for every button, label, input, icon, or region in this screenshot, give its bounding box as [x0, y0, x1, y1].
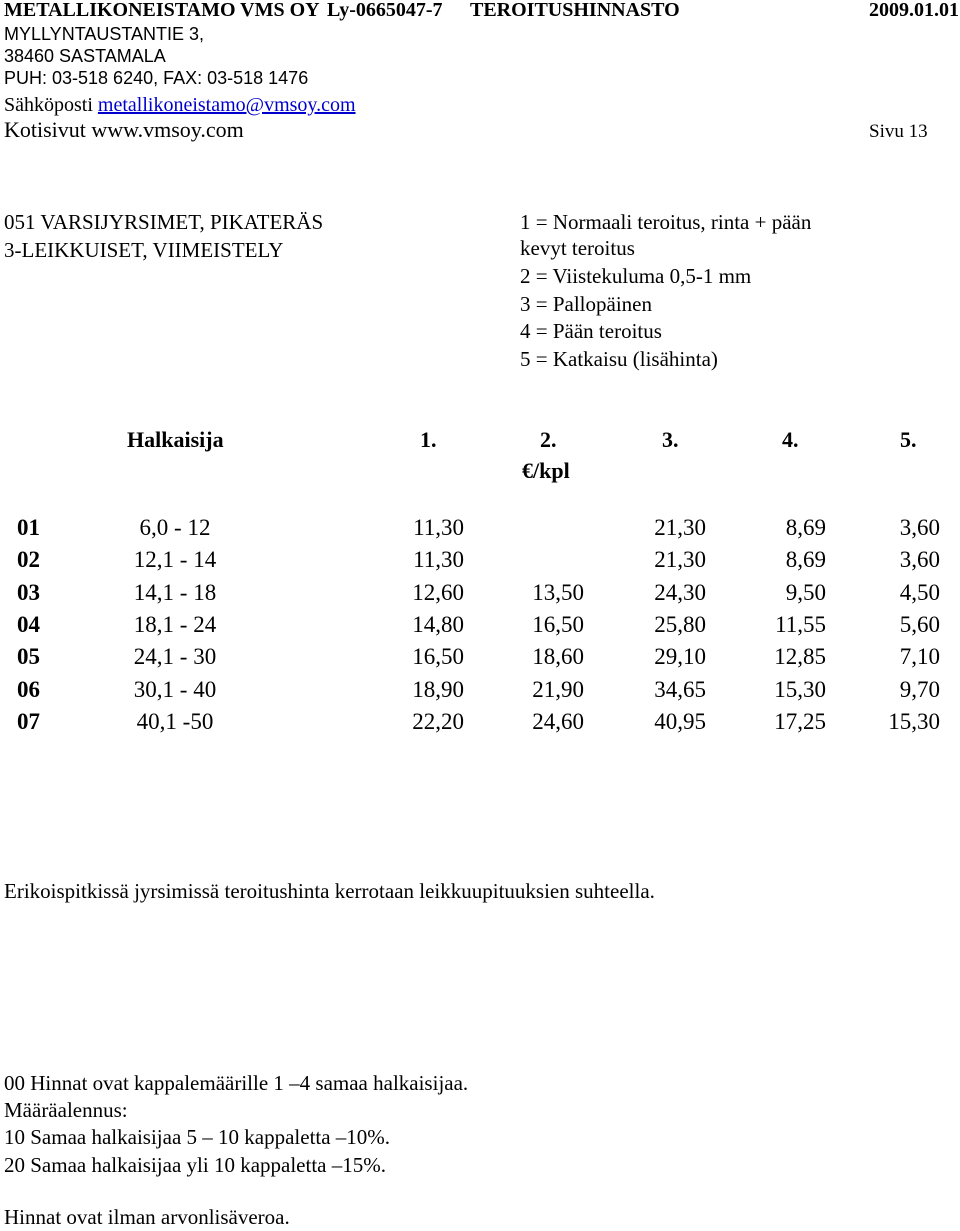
street-address: MYLLYNTAUSTANTIE 3, [4, 24, 205, 44]
legend-item: 5 = Katkaisu (lisähinta) [520, 347, 718, 371]
price-col-5: 15,30 [888, 709, 940, 734]
note-line: 00 Hinnat ovat kappalemäärille 1 –4 samaa halkaisijaa. [4, 1071, 469, 1095]
price-col-4: 17,25 [774, 709, 826, 734]
email-link[interactable]: metallikoneistamo@vmsoy.com [97, 94, 356, 116]
price-unit: €/kpl [522, 458, 570, 483]
row-code: 02 [17, 547, 40, 572]
price-col-1: 11,30 [413, 515, 464, 540]
price-col-2: 18,60 [532, 644, 584, 669]
homepage-line: Kotisivut www.vmsoy.com [4, 117, 244, 142]
legend-item: 4 = Pään teroitus [520, 319, 662, 343]
note-line: Määräalennus: [4, 1098, 128, 1122]
price-col-4: 15,30 [774, 677, 826, 702]
price-col-5: 4,50 [899, 580, 940, 605]
price-col-3: 21,30 [654, 547, 706, 572]
price-col-4: 12,85 [774, 644, 826, 669]
diameter-range: 40,1 -50 [136, 709, 214, 734]
price-col-3: 25,80 [654, 612, 706, 637]
special-length-note: Erikoispitkissä jyrsimissä teroitushinta kerrotaan leikkuupituuksien suhteella. [4, 879, 655, 903]
row-code: 04 [17, 612, 40, 637]
price-col-5: 7,10 [899, 644, 940, 669]
price-col-1: 12,60 [412, 580, 464, 605]
phone-fax: PUH: 03-518 6240, FAX: 03-518 1476 [4, 68, 309, 88]
price-col-1: 18,90 [412, 677, 464, 702]
price-col-1: 22,20 [412, 709, 464, 734]
section-title-line1: 051 VARSIJYRSIMET, PIKATERÄS [4, 210, 324, 234]
price-col-4: 8,69 [785, 515, 826, 540]
page-number: Sivu 13 [869, 121, 928, 142]
vat-note: Hinnat ovat ilman arvonlisäveroa. [4, 1205, 290, 1229]
note-line: 10 Samaa halkaisijaa 5 – 10 kappaletta –10%. [4, 1125, 391, 1149]
price-col-1: 11,30 [413, 547, 464, 572]
diameter-range: 12,1 - 14 [133, 547, 217, 572]
diameter-range: 30,1 - 40 [133, 677, 217, 702]
row-code: 01 [17, 515, 40, 540]
diameter-range: 18,1 - 24 [133, 612, 217, 637]
note-line: 20 Samaa halkaisijaa yli 10 kappaletta –15%. [4, 1153, 386, 1177]
price-col-5: 9,70 [899, 677, 940, 702]
column-header-3: 3. [662, 427, 679, 452]
column-header-4: 4. [782, 427, 799, 452]
price-col-5: 3,60 [899, 547, 940, 572]
price-col-3: 29,10 [654, 644, 706, 669]
legend-item: 1 = Normaali teroitus, rinta + pään [520, 210, 812, 234]
row-code: 03 [17, 580, 40, 605]
diameter-range: 6,0 - 12 [139, 515, 211, 540]
business-id: Ly-0665047-7 [327, 0, 443, 21]
city-address: 38460 SASTAMALA [4, 46, 166, 66]
legend-item: 3 = Pallopäinen [520, 292, 652, 316]
column-header-2: 2. [540, 427, 557, 452]
price-col-4: 9,50 [785, 580, 826, 605]
price-col-5: 5,60 [899, 612, 940, 637]
document-title: TEROITUSHINNASTO [470, 0, 680, 21]
price-col-4: 11,55 [775, 612, 826, 637]
price-col-1: 16,50 [412, 644, 464, 669]
price-col-1: 14,80 [412, 612, 464, 637]
price-col-2: 13,50 [532, 580, 584, 605]
email-line [4, 92, 356, 118]
row-code: 06 [17, 677, 40, 702]
price-col-3: 40,95 [654, 709, 706, 734]
legend-item: 2 = Viistekuluma 0,5-1 mm [520, 264, 752, 288]
diameter-range: 24,1 - 30 [133, 644, 217, 669]
document-date: 2009.01.01 [869, 0, 959, 21]
price-col-4: 8,69 [785, 547, 826, 572]
diameter-range: 14,1 - 18 [133, 580, 217, 605]
price-col-2: 24,60 [532, 709, 584, 734]
column-header-diameter: Halkaisija [127, 427, 224, 452]
price-col-3: 24,30 [654, 580, 706, 605]
price-col-5: 3,60 [899, 515, 940, 540]
price-col-3: 21,30 [654, 515, 706, 540]
email-label: Sähköposti [4, 94, 93, 116]
section-title-line2: 3-LEIKKUISET, VIIMEISTELY [4, 238, 284, 262]
price-col-2: 16,50 [532, 612, 584, 637]
legend-item: kevyt teroitus [520, 236, 635, 260]
column-header-5: 5. [900, 427, 917, 452]
price-col-3: 34,65 [654, 677, 706, 702]
price-col-2: 21,90 [532, 677, 584, 702]
column-header-1: 1. [420, 427, 437, 452]
row-code: 07 [17, 709, 40, 734]
row-code: 05 [17, 644, 40, 669]
company-name: METALLIKONEISTAMO VMS OY [4, 0, 320, 21]
